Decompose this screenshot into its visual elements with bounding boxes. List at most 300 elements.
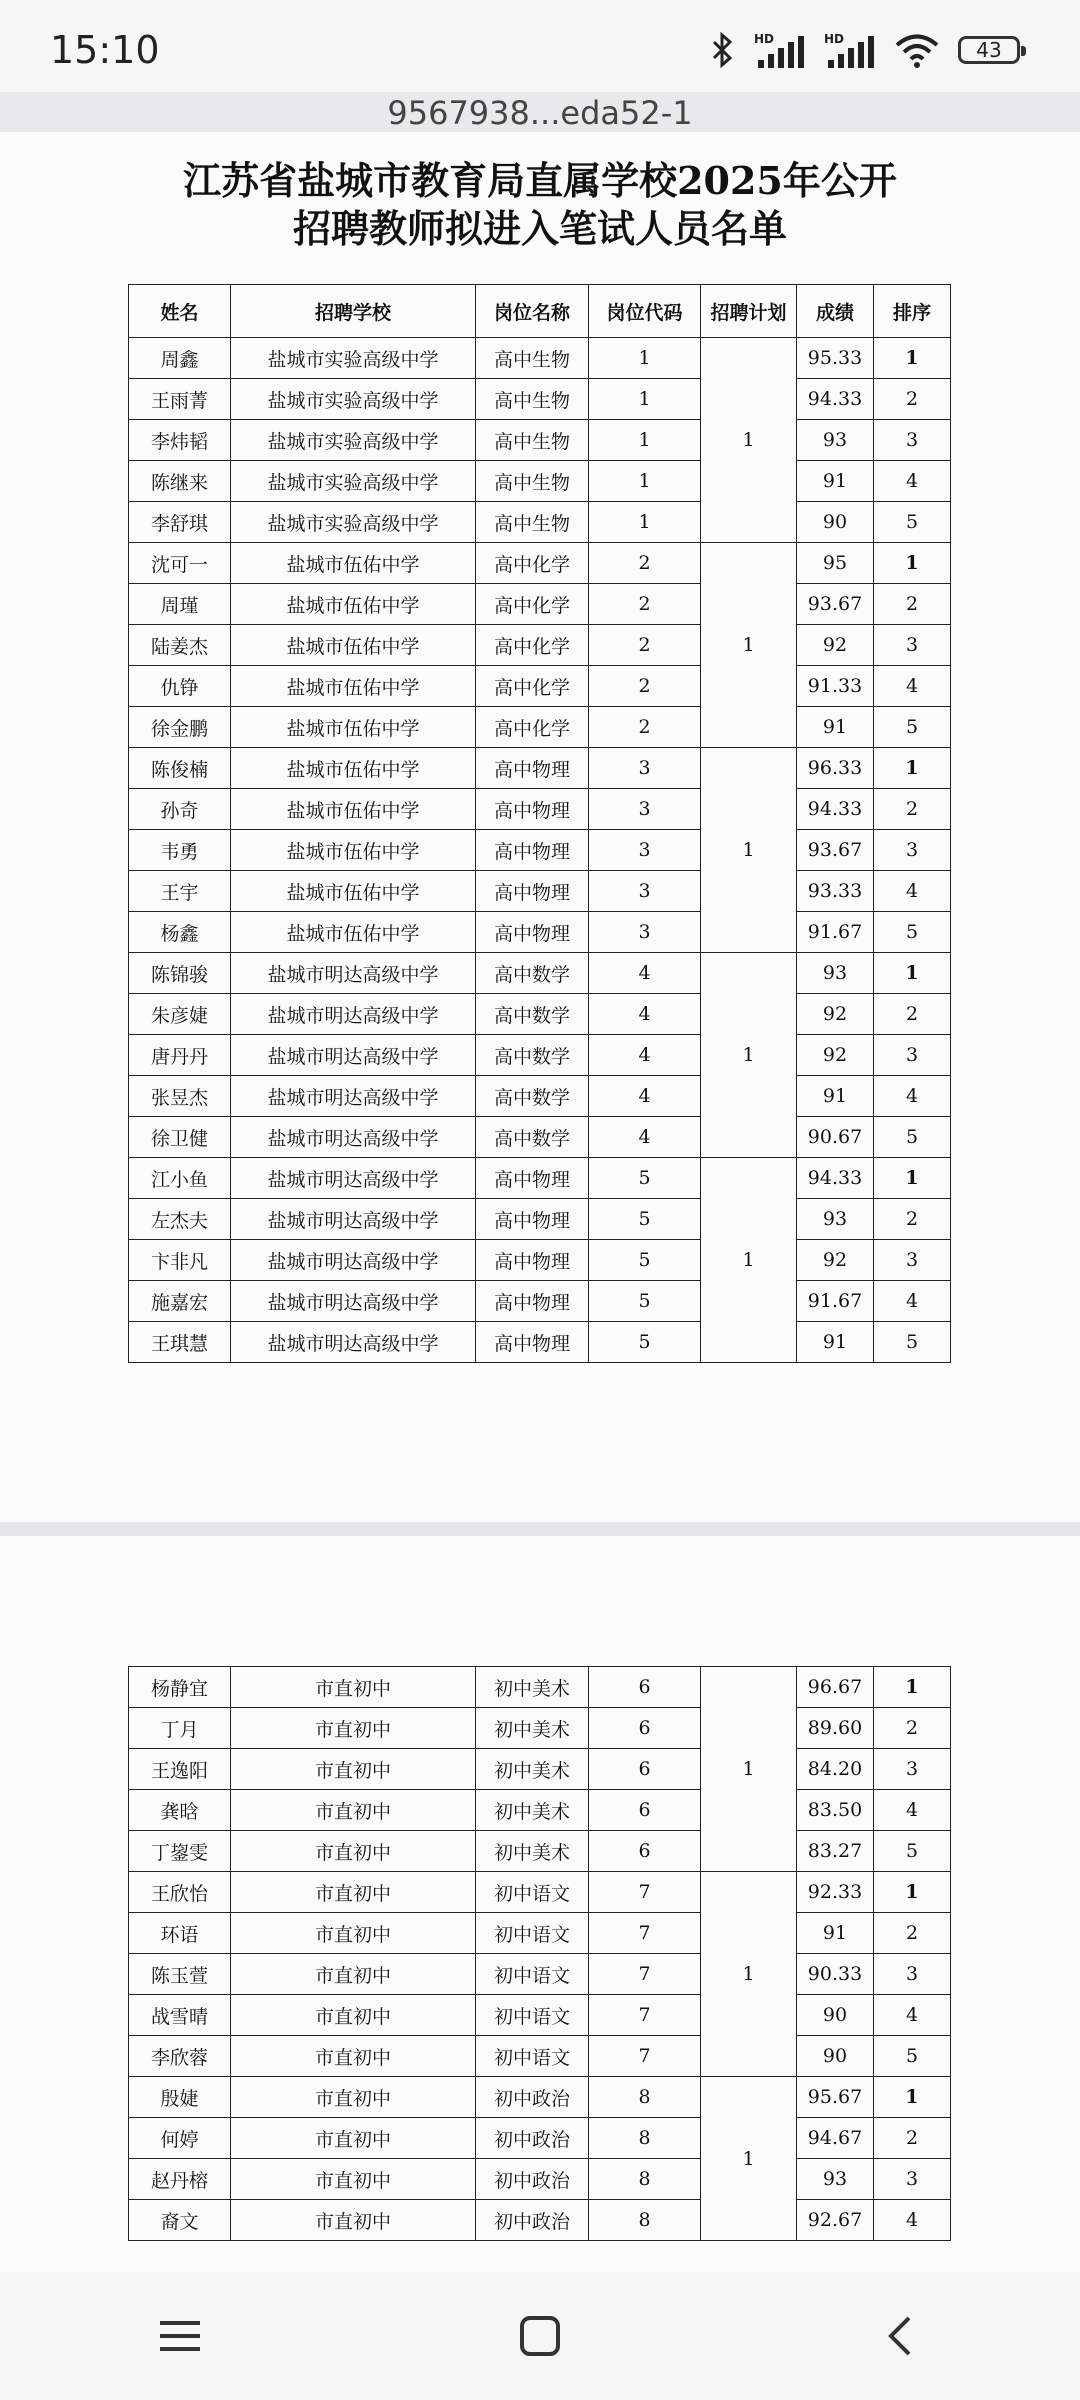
cell-position: 初中语文 [476, 1872, 589, 1913]
cell-rank: 4 [874, 666, 951, 707]
header-name: 姓名 [129, 285, 231, 338]
cell-position: 初中语文 [476, 2036, 589, 2077]
cell-position: 高中化学 [476, 543, 589, 584]
cell-position-code: 1 [589, 461, 701, 502]
cell-school: 盐城市实验高级中学 [231, 502, 476, 543]
cell-plan: 1 [701, 1872, 797, 2077]
cell-name: 王欣怡 [129, 1872, 231, 1913]
cell-position: 初中政治 [476, 2118, 589, 2159]
header-rank: 排序 [874, 285, 951, 338]
cell-position: 高中生物 [476, 461, 589, 502]
cell-position: 高中生物 [476, 379, 589, 420]
table-row [129, 1872, 951, 1913]
cell-name: 李舒琪 [129, 502, 231, 543]
cell-position-code: 6 [589, 1790, 701, 1831]
table-row [129, 1199, 951, 1240]
navigation-bar [0, 2272, 1080, 2400]
cell-position-code: 3 [589, 871, 701, 912]
cell-position-code: 7 [589, 1913, 701, 1954]
cell-rank: 1 [874, 543, 951, 584]
cell-school: 盐城市伍佑中学 [231, 625, 476, 666]
cell-name: 仇铮 [129, 666, 231, 707]
cell-position-code: 2 [589, 584, 701, 625]
cell-rank: 1 [874, 1158, 951, 1199]
document-title-line-2: 招聘教师拟进入笔试人员名单 [292, 206, 787, 251]
cell-school: 盐城市明达高级中学 [231, 1117, 476, 1158]
cell-position-code: 5 [589, 1240, 701, 1281]
table-row [129, 584, 951, 625]
cell-name: 丁月 [129, 1708, 231, 1749]
cell-school: 盐城市伍佑中学 [231, 666, 476, 707]
signal-hd-icon [824, 32, 876, 68]
cell-name: 唐丹丹 [129, 1035, 231, 1076]
cell-school: 盐城市伍佑中学 [231, 707, 476, 748]
table-row [129, 1749, 951, 1790]
cell-position: 初中语文 [476, 1995, 589, 2036]
cell-position: 初中美术 [476, 1749, 589, 1790]
cell-name: 王宇 [129, 871, 231, 912]
table-row [129, 2200, 951, 2241]
cell-score: 95.67 [797, 2077, 874, 2118]
cell-rank: 3 [874, 1240, 951, 1281]
cell-plan: 1 [701, 1158, 797, 1363]
cell-score: 93 [797, 953, 874, 994]
cell-name: 韦勇 [129, 830, 231, 871]
cell-position: 高中化学 [476, 625, 589, 666]
cell-school: 盐城市伍佑中学 [231, 543, 476, 584]
cell-position-code: 3 [589, 912, 701, 953]
cell-position: 高中物理 [476, 1158, 589, 1199]
cell-school: 盐城市实验高级中学 [231, 420, 476, 461]
svg-text:HD: HD [824, 32, 845, 46]
cell-position-code: 5 [589, 1322, 701, 1363]
cell-school: 市直初中 [231, 1831, 476, 1872]
cell-rank: 4 [874, 1281, 951, 1322]
signal-hd-icon [754, 32, 806, 68]
cell-rank: 2 [874, 994, 951, 1035]
cell-score: 92 [797, 994, 874, 1035]
cell-score: 83.27 [797, 1831, 874, 1872]
cell-school: 盐城市实验高级中学 [231, 379, 476, 420]
table-row [129, 420, 951, 461]
cell-position: 初中政治 [476, 2159, 589, 2200]
cell-rank: 5 [874, 1831, 951, 1872]
cell-score: 91 [797, 1322, 874, 1363]
cell-rank: 5 [874, 707, 951, 748]
cell-name: 赵丹榕 [129, 2159, 231, 2200]
cell-score: 90 [797, 2036, 874, 2077]
cell-plan: 1 [701, 1667, 797, 1872]
cell-rank: 4 [874, 871, 951, 912]
document-page-1 [0, 132, 1080, 1522]
cell-position-code: 4 [589, 953, 701, 994]
table-row [129, 1158, 951, 1199]
cell-name: 沈可一 [129, 543, 231, 584]
cell-position-code: 7 [589, 1954, 701, 1995]
table-row [129, 1076, 951, 1117]
cell-rank: 2 [874, 789, 951, 830]
cell-rank: 2 [874, 584, 951, 625]
cell-rank: 5 [874, 1322, 951, 1363]
cell-school: 市直初中 [231, 1995, 476, 2036]
table-row [129, 1913, 951, 1954]
cell-position-code: 4 [589, 1076, 701, 1117]
cell-position-code: 2 [589, 543, 701, 584]
cell-name: 卞非凡 [129, 1240, 231, 1281]
cell-school: 盐城市实验高级中学 [231, 338, 476, 379]
cell-name: 李炜韬 [129, 420, 231, 461]
cell-rank: 2 [874, 1199, 951, 1240]
svg-text:HD: HD [754, 32, 775, 46]
cell-position: 高中物理 [476, 1240, 589, 1281]
cell-position: 高中物理 [476, 830, 589, 871]
cell-school: 盐城市伍佑中学 [231, 830, 476, 871]
cell-position: 高中数学 [476, 1076, 589, 1117]
cell-position-code: 7 [589, 1872, 701, 1913]
cell-position-code: 2 [589, 625, 701, 666]
table-row [129, 543, 951, 584]
cell-position-code: 6 [589, 1749, 701, 1790]
cell-score: 91.33 [797, 666, 874, 707]
cell-position: 高中物理 [476, 1322, 589, 1363]
cell-school: 盐城市伍佑中学 [231, 584, 476, 625]
document-title [0, 157, 1080, 253]
cell-rank: 1 [874, 338, 951, 379]
status-time: 15:10 [50, 28, 160, 72]
cell-score: 91 [797, 707, 874, 748]
cell-position: 高中物理 [476, 1199, 589, 1240]
table-row [129, 830, 951, 871]
cell-name: 周鑫 [129, 338, 231, 379]
cell-score: 93 [797, 420, 874, 461]
table-row [129, 1281, 951, 1322]
cell-rank: 3 [874, 830, 951, 871]
table-row [129, 1831, 951, 1872]
cell-position-code: 8 [589, 2077, 701, 2118]
cell-position-code: 3 [589, 789, 701, 830]
cell-score: 90.33 [797, 1954, 874, 1995]
cell-rank: 4 [874, 461, 951, 502]
cell-rank: 1 [874, 1872, 951, 1913]
cell-position-code: 8 [589, 2200, 701, 2241]
cell-school: 市直初中 [231, 2118, 476, 2159]
table-row [129, 912, 951, 953]
cell-position: 高中物理 [476, 789, 589, 830]
cell-name: 周瑾 [129, 584, 231, 625]
cell-score: 89.60 [797, 1708, 874, 1749]
cell-score: 94.33 [797, 1158, 874, 1199]
cell-name: 朱彦婕 [129, 994, 231, 1035]
cell-school: 盐城市明达高级中学 [231, 1076, 476, 1117]
cell-rank: 5 [874, 502, 951, 543]
document-title-line-1: 江苏省盐城市教育局直属学校2025年公开 [183, 158, 897, 203]
battery-icon: 43 [958, 36, 1020, 64]
cell-rank: 1 [874, 953, 951, 994]
cell-school: 市直初中 [231, 1913, 476, 1954]
cell-position: 高中化学 [476, 707, 589, 748]
table-row [129, 502, 951, 543]
table-row [129, 953, 951, 994]
cell-name: 裔文 [129, 2200, 231, 2241]
table-row [129, 871, 951, 912]
cell-score: 91 [797, 1076, 874, 1117]
cell-position: 高中数学 [476, 994, 589, 1035]
status-bar [0, 0, 1080, 92]
cell-rank: 3 [874, 420, 951, 461]
cell-position: 初中政治 [476, 2077, 589, 2118]
cell-rank: 5 [874, 1117, 951, 1158]
table-row [129, 707, 951, 748]
cell-score: 83.50 [797, 1790, 874, 1831]
cell-position: 高中化学 [476, 666, 589, 707]
cell-position: 初中美术 [476, 1667, 589, 1708]
cell-school: 市直初中 [231, 1667, 476, 1708]
table-row [129, 1790, 951, 1831]
bluetooth-icon [710, 32, 736, 68]
cell-score: 92 [797, 625, 874, 666]
cell-school: 市直初中 [231, 2200, 476, 2241]
cell-name: 丁鋆雯 [129, 1831, 231, 1872]
cell-school: 市直初中 [231, 1954, 476, 1995]
cell-name: 施嘉宏 [129, 1281, 231, 1322]
cell-score: 96.67 [797, 1667, 874, 1708]
cell-position: 高中物理 [476, 871, 589, 912]
cell-school: 盐城市明达高级中学 [231, 1322, 476, 1363]
cell-position-code: 1 [589, 338, 701, 379]
table-row [129, 379, 951, 420]
cell-name: 环语 [129, 1913, 231, 1954]
table-row [129, 625, 951, 666]
cell-name: 张昱杰 [129, 1076, 231, 1117]
cell-position: 高中物理 [476, 912, 589, 953]
cell-position: 初中美术 [476, 1790, 589, 1831]
cell-school: 市直初中 [231, 1790, 476, 1831]
cell-name: 杨鑫 [129, 912, 231, 953]
cell-name: 陆姜杰 [129, 625, 231, 666]
cell-rank: 5 [874, 912, 951, 953]
cell-position: 高中物理 [476, 1281, 589, 1322]
home-button[interactable] [500, 2296, 580, 2376]
cell-position-code: 4 [589, 1035, 701, 1076]
cell-score: 84.20 [797, 1749, 874, 1790]
back-icon [885, 2314, 915, 2358]
cell-position-code: 3 [589, 748, 701, 789]
back-button[interactable] [860, 2296, 940, 2376]
cell-position: 初中美术 [476, 1831, 589, 1872]
cell-rank: 3 [874, 1749, 951, 1790]
header-position-code: 岗位代码 [589, 285, 701, 338]
cell-rank: 2 [874, 379, 951, 420]
cell-school: 盐城市明达高级中学 [231, 1035, 476, 1076]
cell-name: 陈锦骏 [129, 953, 231, 994]
cell-name: 徐金鹏 [129, 707, 231, 748]
cell-rank: 3 [874, 2159, 951, 2200]
cell-name: 徐卫健 [129, 1117, 231, 1158]
cell-position: 高中数学 [476, 1035, 589, 1076]
cell-position: 高中数学 [476, 1117, 589, 1158]
header-plan: 招聘计划 [701, 285, 797, 338]
cell-rank: 3 [874, 1035, 951, 1076]
cell-score: 92.33 [797, 1872, 874, 1913]
cell-rank: 5 [874, 2036, 951, 2077]
cell-position-code: 4 [589, 1117, 701, 1158]
table-row [129, 1708, 951, 1749]
cell-school: 市直初中 [231, 1872, 476, 1913]
cell-rank: 4 [874, 1076, 951, 1117]
cell-school: 盐城市明达高级中学 [231, 994, 476, 1035]
cell-score: 92 [797, 1240, 874, 1281]
cell-position-code: 5 [589, 1158, 701, 1199]
cell-score: 91 [797, 1913, 874, 1954]
cell-school: 盐城市伍佑中学 [231, 871, 476, 912]
document-page-2 [0, 1536, 1080, 2272]
cell-rank: 2 [874, 1913, 951, 1954]
table-row [129, 338, 951, 379]
cell-position: 高中数学 [476, 953, 589, 994]
cell-position-code: 2 [589, 666, 701, 707]
cell-name: 李欣蓉 [129, 2036, 231, 2077]
cell-rank: 4 [874, 1995, 951, 2036]
cell-score: 93.67 [797, 830, 874, 871]
cell-name: 王雨菁 [129, 379, 231, 420]
home-icon [518, 2314, 562, 2358]
cell-rank: 3 [874, 625, 951, 666]
table-row [129, 1240, 951, 1281]
cell-position-code: 4 [589, 994, 701, 1035]
menu-button[interactable] [140, 2296, 220, 2376]
cell-score: 92 [797, 1035, 874, 1076]
cell-name: 龚晗 [129, 1790, 231, 1831]
cell-rank: 2 [874, 1708, 951, 1749]
cell-name: 陈玉萱 [129, 1954, 231, 1995]
wifi-icon [894, 32, 940, 68]
table-row [129, 461, 951, 502]
cell-position-code: 7 [589, 2036, 701, 2077]
cell-position-code: 2 [589, 707, 701, 748]
cell-school: 市直初中 [231, 1749, 476, 1790]
cell-position-code: 3 [589, 830, 701, 871]
cell-position: 高中化学 [476, 584, 589, 625]
cell-name: 陈俊楠 [129, 748, 231, 789]
cell-school: 市直初中 [231, 2036, 476, 2077]
cell-school: 市直初中 [231, 1708, 476, 1749]
cell-score: 94.67 [797, 2118, 874, 2159]
cell-rank: 1 [874, 2077, 951, 2118]
file-name-bar[interactable]: 9567938...eda52-1 [0, 92, 1080, 132]
cell-rank: 1 [874, 1667, 951, 1708]
cell-name: 王逸阳 [129, 1749, 231, 1790]
header-position: 岗位名称 [476, 285, 589, 338]
table-row [129, 789, 951, 830]
table-row [129, 2036, 951, 2077]
cell-position: 初中政治 [476, 2200, 589, 2241]
table-row [129, 2118, 951, 2159]
table-row [129, 1995, 951, 2036]
cell-position-code: 5 [589, 1281, 701, 1322]
menu-icon [158, 2318, 202, 2354]
cell-score: 94.33 [797, 379, 874, 420]
cell-name: 孙奇 [129, 789, 231, 830]
cell-name: 王琪慧 [129, 1322, 231, 1363]
cell-name: 何婷 [129, 2118, 231, 2159]
cell-score: 91.67 [797, 1281, 874, 1322]
cell-position-code: 5 [589, 1199, 701, 1240]
cell-position-code: 6 [589, 1667, 701, 1708]
cell-name: 左杰夫 [129, 1199, 231, 1240]
header-school: 招聘学校 [231, 285, 476, 338]
cell-position: 初中语文 [476, 1954, 589, 1995]
table-row [129, 1954, 951, 1995]
cell-school: 市直初中 [231, 2159, 476, 2200]
cell-score: 91.67 [797, 912, 874, 953]
cell-score: 93 [797, 1199, 874, 1240]
cell-position: 高中生物 [476, 338, 589, 379]
table-row [129, 2159, 951, 2200]
cell-name: 江小鱼 [129, 1158, 231, 1199]
cell-position-code: 7 [589, 1995, 701, 2036]
cell-rank: 4 [874, 2200, 951, 2241]
cell-position-code: 8 [589, 2118, 701, 2159]
cell-position-code: 1 [589, 379, 701, 420]
cell-score: 91 [797, 461, 874, 502]
cell-plan: 1 [701, 543, 797, 748]
cell-name: 殷婕 [129, 2077, 231, 2118]
candidate-table-page-2 [128, 1666, 951, 2241]
table-row [129, 1035, 951, 1076]
cell-rank: 2 [874, 2118, 951, 2159]
table-row [129, 2077, 951, 2118]
cell-position: 初中美术 [476, 1708, 589, 1749]
cell-position-code: 1 [589, 502, 701, 543]
cell-position-code: 8 [589, 2159, 701, 2200]
cell-school: 盐城市明达高级中学 [231, 1240, 476, 1281]
table-row [129, 1322, 951, 1363]
table-row [129, 1117, 951, 1158]
cell-position: 高中生物 [476, 420, 589, 461]
table-row [129, 748, 951, 789]
cell-score: 96.33 [797, 748, 874, 789]
cell-plan: 1 [701, 748, 797, 953]
cell-position-code: 1 [589, 420, 701, 461]
table-row [129, 994, 951, 1035]
cell-score: 95.33 [797, 338, 874, 379]
cell-school: 盐城市明达高级中学 [231, 1158, 476, 1199]
cell-score: 90.67 [797, 1117, 874, 1158]
cell-name: 杨静宜 [129, 1667, 231, 1708]
table-row [129, 1667, 951, 1708]
status-icons [710, 30, 1020, 70]
header-score: 成绩 [797, 285, 874, 338]
cell-position: 高中生物 [476, 502, 589, 543]
cell-plan: 1 [701, 338, 797, 543]
cell-school: 盐城市伍佑中学 [231, 748, 476, 789]
cell-rank: 3 [874, 1954, 951, 1995]
cell-rank: 1 [874, 748, 951, 789]
cell-school: 盐城市伍佑中学 [231, 789, 476, 830]
cell-plan: 1 [701, 2077, 797, 2241]
cell-score: 93.67 [797, 584, 874, 625]
cell-school: 盐城市明达高级中学 [231, 1281, 476, 1322]
cell-position: 初中语文 [476, 1913, 589, 1954]
candidate-table-page-1 [128, 284, 951, 1363]
cell-school: 市直初中 [231, 2077, 476, 2118]
cell-score: 92.67 [797, 2200, 874, 2241]
cell-position-code: 6 [589, 1708, 701, 1749]
cell-position: 高中物理 [476, 748, 589, 789]
table-row [129, 666, 951, 707]
cell-score: 94.33 [797, 789, 874, 830]
cell-score: 93.33 [797, 871, 874, 912]
